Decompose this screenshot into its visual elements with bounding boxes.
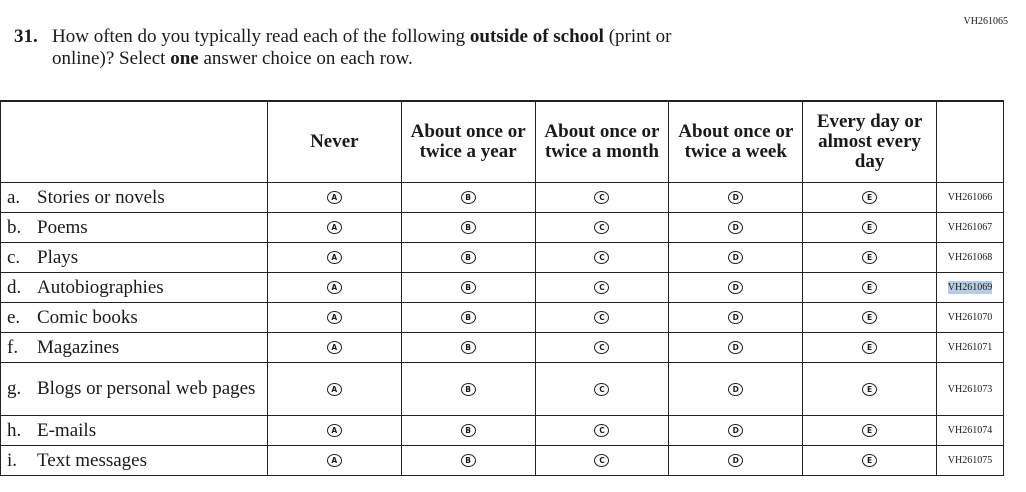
choice-cell	[669, 273, 803, 303]
table-row	[1, 273, 1004, 303]
answer-bubble-b[interactable]: B	[461, 424, 476, 437]
table-row	[1, 416, 1004, 446]
choice-cell	[535, 333, 669, 363]
row-label-text: Comic books	[37, 306, 138, 328]
choice-cell	[535, 446, 669, 476]
answer-bubble-c[interactable]: C	[594, 341, 609, 354]
choice-cell	[535, 303, 669, 333]
table-row	[1, 183, 1004, 213]
answer-bubble-e[interactable]: E	[862, 191, 877, 204]
choice-cell	[401, 303, 535, 333]
table-row	[1, 363, 1004, 416]
row-label	[1, 333, 268, 363]
choice-cell	[535, 273, 669, 303]
choice-cell	[803, 333, 937, 363]
choice-cell	[401, 416, 535, 446]
row-letter: d.	[7, 276, 22, 298]
row-code: VH261071	[947, 342, 993, 353]
choice-cell	[535, 243, 669, 273]
table-row	[1, 333, 1004, 363]
row-label	[1, 416, 268, 446]
row-letter: g.	[7, 378, 22, 399]
row-label-text: Plays	[37, 246, 79, 268]
answer-bubble-e[interactable]: E	[862, 341, 877, 354]
row-label	[1, 303, 268, 333]
column-header-never: Never	[267, 101, 401, 183]
answer-bubble-c[interactable]: C	[594, 454, 609, 467]
answer-bubble-b[interactable]: B	[461, 221, 476, 234]
row-letter: f.	[7, 336, 19, 358]
answer-bubble-d[interactable]: D	[728, 221, 743, 234]
answer-bubble-e[interactable]: E	[862, 311, 877, 324]
grid-body	[1, 183, 1004, 476]
choice-cell	[803, 273, 937, 303]
row-code-cell	[937, 416, 1004, 446]
row-code-cell	[937, 213, 1004, 243]
choice-cell	[669, 303, 803, 333]
choice-cell	[401, 333, 535, 363]
table-row	[1, 213, 1004, 243]
row-code-cell	[937, 183, 1004, 213]
row-label	[1, 363, 268, 416]
row-letter: b.	[7, 216, 22, 238]
choice-cell	[401, 446, 535, 476]
row-label-text: Magazines	[37, 336, 120, 358]
row-letter: h.	[7, 419, 22, 441]
row-label	[1, 213, 268, 243]
choice-cell	[267, 333, 401, 363]
choice-cell	[401, 213, 535, 243]
answer-bubble-a[interactable]: A	[327, 341, 342, 354]
answer-bubble-a[interactable]: A	[327, 191, 342, 204]
question-line1-post: (print or	[603, 26, 672, 47]
column-header-daily: Every day or almost every day	[803, 101, 937, 183]
answer-bubble-b[interactable]: B	[461, 383, 476, 396]
row-letter: a.	[7, 186, 21, 208]
response-grid	[0, 100, 1004, 476]
answer-bubble-a[interactable]: A	[327, 454, 342, 467]
choice-cell	[535, 416, 669, 446]
header-code-blank	[937, 101, 1004, 183]
header-row	[1, 101, 1004, 183]
answer-bubble-d[interactable]: D	[728, 424, 743, 437]
row-code-cell	[937, 243, 1004, 273]
answer-bubble-c[interactable]: C	[594, 221, 609, 234]
choice-cell	[267, 446, 401, 476]
table-row	[1, 303, 1004, 333]
table-row	[1, 243, 1004, 273]
answer-bubble-a[interactable]: A	[327, 281, 342, 294]
row-label-text: Poems	[37, 216, 88, 238]
choice-cell	[803, 213, 937, 243]
row-code-cell	[937, 273, 1004, 303]
row-label	[1, 273, 268, 303]
row-letter: c.	[7, 246, 21, 268]
question-emphasis-outside-school: outside of school	[469, 26, 604, 47]
answer-bubble-c[interactable]: C	[594, 251, 609, 264]
answer-bubble-a[interactable]: A	[327, 424, 342, 437]
row-label-text: Blogs or personal web pages	[37, 378, 256, 399]
answer-bubble-e[interactable]: E	[862, 281, 877, 294]
question-number: 31.	[14, 26, 38, 47]
answer-bubble-c[interactable]: C	[594, 311, 609, 324]
row-label	[1, 446, 268, 476]
choice-cell	[803, 446, 937, 476]
choice-cell	[267, 213, 401, 243]
choice-cell	[669, 183, 803, 213]
answer-bubble-a[interactable]: A	[327, 311, 342, 324]
choice-cell	[669, 213, 803, 243]
choice-cell	[267, 416, 401, 446]
answer-bubble-a[interactable]: A	[327, 251, 342, 264]
choice-cell	[267, 273, 401, 303]
answer-bubble-e[interactable]: E	[862, 251, 877, 264]
row-code: VH261067	[947, 222, 993, 233]
choice-cell	[803, 416, 937, 446]
answer-bubble-a[interactable]: A	[327, 221, 342, 234]
choice-cell	[669, 243, 803, 273]
choice-cell	[535, 363, 669, 416]
row-code: VH261075	[947, 455, 993, 466]
row-label	[1, 243, 268, 273]
answer-bubble-b[interactable]: B	[461, 454, 476, 467]
choice-cell	[267, 303, 401, 333]
row-label-text: Stories or novels	[37, 186, 165, 208]
choice-cell	[535, 213, 669, 243]
answer-bubble-b[interactable]: B	[461, 191, 476, 204]
choice-cell	[267, 363, 401, 416]
row-label-text: E-mails	[37, 419, 97, 441]
answer-bubble-e[interactable]: E	[862, 221, 877, 234]
row-code-cell	[937, 333, 1004, 363]
row-letter: i.	[7, 449, 18, 471]
row-label	[1, 183, 268, 213]
column-header-year: About once or twice a year	[401, 101, 535, 183]
choice-cell	[669, 446, 803, 476]
answer-bubble-b[interactable]: B	[461, 251, 476, 264]
choice-cell	[401, 243, 535, 273]
choice-cell	[803, 363, 937, 416]
item-id: VH261065	[963, 16, 1008, 27]
answer-bubble-c[interactable]: C	[594, 424, 609, 437]
answer-bubble-d[interactable]: D	[728, 383, 743, 396]
table-row	[1, 446, 1004, 476]
choice-cell	[669, 416, 803, 446]
row-code: VH261068	[947, 252, 993, 263]
answer-bubble-b[interactable]: B	[461, 311, 476, 324]
answer-bubble-c[interactable]: C	[594, 191, 609, 204]
answer-bubble-c[interactable]: C	[594, 281, 609, 294]
question-emphasis-one: one	[170, 48, 199, 69]
choice-cell	[803, 183, 937, 213]
choice-cell	[669, 363, 803, 416]
row-code: VH261073	[947, 383, 993, 395]
question-line1-pre: How often do you typically read each of the following	[52, 26, 470, 47]
answer-bubble-e[interactable]: E	[862, 424, 877, 437]
choice-cell	[669, 333, 803, 363]
question-text	[14, 26, 874, 70]
row-label-text: Text messages	[37, 449, 148, 471]
row-letter: e.	[7, 306, 21, 328]
answer-bubble-d[interactable]: D	[728, 311, 743, 324]
question-line2-pre: online)? Select	[52, 48, 171, 69]
row-code-cell	[937, 446, 1004, 476]
answer-bubble-d[interactable]: D	[728, 454, 743, 467]
column-header-month: About once or twice a month	[535, 101, 669, 183]
choice-cell	[267, 243, 401, 273]
row-label-text: Autobiographies	[37, 276, 164, 298]
choice-cell	[401, 363, 535, 416]
row-code: VH261070	[947, 312, 993, 323]
row-code-cell	[937, 363, 1004, 416]
row-code: VH261074	[947, 425, 993, 436]
choice-cell	[401, 183, 535, 213]
answer-bubble-e[interactable]: E	[862, 454, 877, 467]
choice-cell	[535, 183, 669, 213]
answer-bubble-d[interactable]: D	[728, 251, 743, 264]
answer-bubble-c[interactable]: C	[594, 383, 609, 396]
column-header-week: About once or twice a week	[669, 101, 803, 183]
answer-bubble-d[interactable]: D	[728, 341, 743, 354]
row-code: VH261066	[947, 192, 993, 203]
answer-bubble-a[interactable]: A	[327, 383, 342, 396]
choice-cell	[803, 303, 937, 333]
choice-cell	[803, 243, 937, 273]
answer-bubble-e[interactable]: E	[862, 383, 877, 396]
choice-cell	[267, 183, 401, 213]
question-line2-post: answer choice on each row.	[198, 48, 413, 69]
answer-bubble-b[interactable]: B	[461, 341, 476, 354]
row-code: VH261069	[947, 282, 993, 293]
answer-bubble-d[interactable]: D	[728, 281, 743, 294]
answer-bubble-b[interactable]: B	[461, 281, 476, 294]
header-blank	[1, 101, 268, 183]
choice-cell	[401, 273, 535, 303]
row-code-cell	[937, 303, 1004, 333]
answer-bubble-d[interactable]: D	[728, 191, 743, 204]
